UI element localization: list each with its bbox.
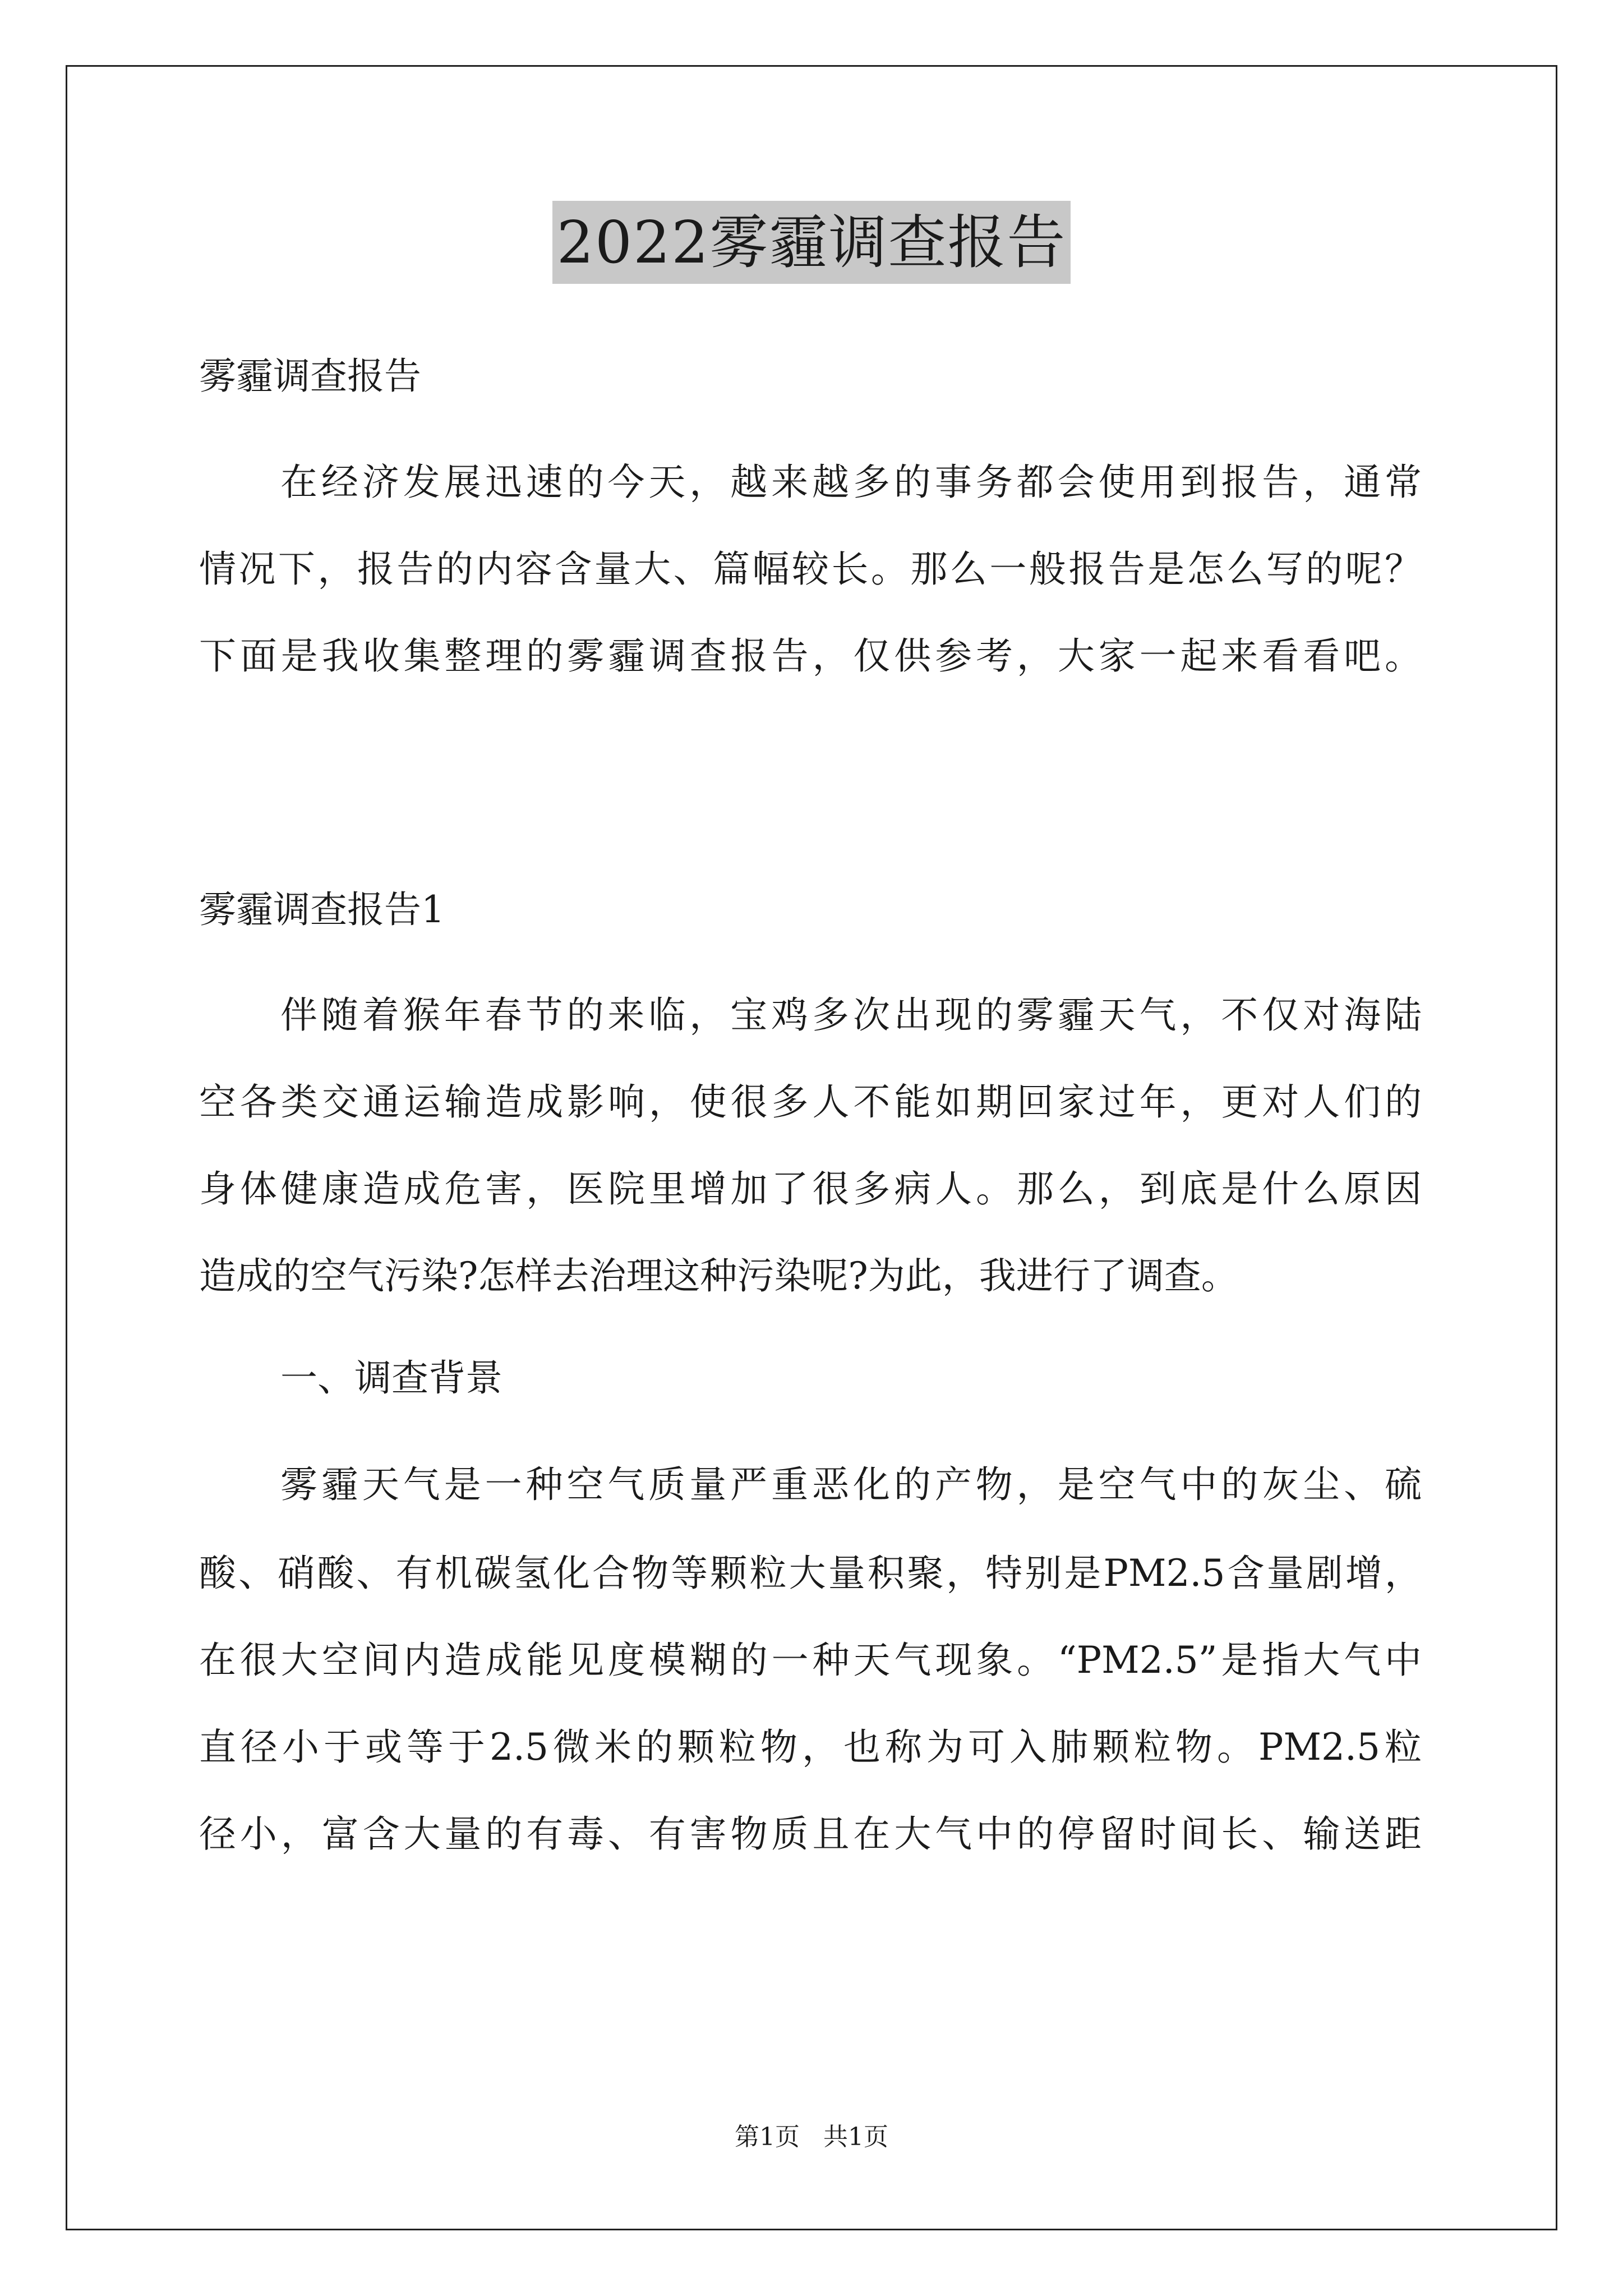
paragraph-line: 酸、硝酸、有机碳氢化合物等颗粒大量积聚，特别是PM2.5含量剧增， [199, 1552, 1422, 1595]
section-heading: 雾霾调查报告1 [199, 888, 445, 931]
paragraph-line: 情况下，报告的内容含量大、篇幅较长。那么一般报告是怎么写的呢？ [199, 547, 1422, 591]
section-heading: 雾霾调查报告 [199, 355, 421, 398]
page-footer: 第1页 共1页 [735, 2123, 888, 2151]
paragraph-line: 在经济发展迅速的今天，越来越多的事务都会使用到报告，通常 [280, 461, 1422, 504]
paragraph-line: 身体健康造成危害，医院里增加了很多病人。那么，到底是什么原因 [199, 1167, 1422, 1211]
paragraph-line: 造成的空气污染?怎样去治理这种污染呢?为此，我进行了调查。 [199, 1254, 1238, 1297]
paragraph-line: 空各类交通运输造成影响，使很多人不能如期回家过年，更对人们的 [199, 1080, 1422, 1124]
paragraph-line: 下面是我收集整理的雾霾调查报告，仅供参考，大家一起来看看吧。 [199, 634, 1422, 678]
paragraph-line: 伴随着猴年春节的来临，宝鸡多次出现的雾霾天气，不仅对海陆 [280, 993, 1422, 1037]
paragraph-line: 直径小于或等于2.5微米的颗粒物，也称为可入肺颗粒物。PM2.5粒 [199, 1726, 1422, 1769]
document-title: 2022雾霾调查报告 [552, 201, 1071, 284]
paragraph-line: 在很大空间内造成能见度模糊的一种天气现象。“PM2.5”是指大气中 [199, 1639, 1422, 1682]
title-wrap [0, 201, 1623, 284]
paragraph-line: 径小，富含大量的有毒、有害物质且在大气中的停留时间长、输送距 [199, 1812, 1422, 1856]
paragraph-line: 雾霾天气是一种空气质量严重恶化的产物，是空气中的灰尘、硫 [280, 1463, 1422, 1506]
subsection-heading: 一、调查背景 [280, 1356, 502, 1400]
